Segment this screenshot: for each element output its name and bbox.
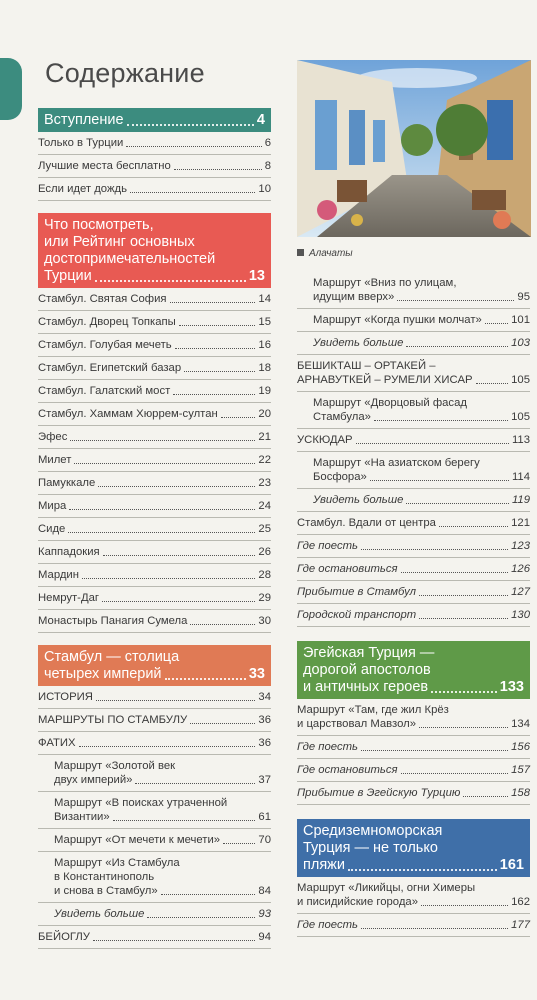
toc-entry[interactable] <box>38 132 271 155</box>
toc-entry-line: Маршрут «Ликийцы, огни Химеры <box>297 882 476 894</box>
section-heading-line: четырех империй <box>44 666 162 682</box>
toc-entry-title <box>38 522 271 536</box>
toc-entry[interactable] <box>297 332 530 355</box>
toc-entry[interactable] <box>38 426 271 449</box>
toc-entry-page: 8 <box>264 160 271 172</box>
section-heading-line: Стамбул — столица <box>44 649 180 665</box>
toc-entry-title <box>38 499 271 513</box>
toc-entry-title <box>313 313 530 327</box>
dot-leader <box>127 124 254 126</box>
toc-entry[interactable] <box>38 449 271 472</box>
dot-leader <box>147 917 255 918</box>
dot-leader <box>361 549 508 550</box>
toc-entry[interactable] <box>38 755 271 792</box>
toc-entry[interactable] <box>297 535 530 558</box>
toc-section <box>38 108 271 201</box>
toc-entry-line: Эфес <box>38 431 68 443</box>
toc-entry-line: в Константинополь <box>54 871 155 883</box>
toc-entry-line: и писидийские города» <box>297 896 419 908</box>
toc-entry-title <box>38 338 271 352</box>
dot-leader <box>98 486 255 487</box>
toc-entry-title <box>38 384 271 398</box>
toc-entry-line: Если идет дождь <box>38 183 128 195</box>
toc-entry-page: 20 <box>258 408 271 420</box>
dot-leader <box>126 146 261 147</box>
toc-entry-line: Лучшие места бесплатно <box>38 160 171 172</box>
toc-entry[interactable] <box>38 380 271 403</box>
toc-entry-line: Прибытие в Эгейскую Турцию <box>297 787 461 799</box>
toc-entry-line: Немрут-Даг <box>38 592 100 604</box>
toc-entry-line: ФАТИХ <box>38 737 76 749</box>
toc-entry-title <box>38 361 271 375</box>
toc-entry[interactable] <box>38 518 271 541</box>
section-heading[interactable] <box>297 819 530 877</box>
toc-entry[interactable] <box>297 699 530 736</box>
section-heading-line: Что посмотреть, <box>44 217 154 233</box>
toc-entry[interactable] <box>297 558 530 581</box>
toc-left-column <box>38 108 271 949</box>
section-heading[interactable] <box>38 213 271 288</box>
toc-entry-page: 23 <box>258 477 271 489</box>
toc-entry[interactable] <box>38 686 271 709</box>
toc-entry-title <box>38 453 271 467</box>
dot-leader <box>431 691 497 693</box>
dot-leader <box>476 383 509 384</box>
dot-leader <box>74 463 255 464</box>
toc-entry[interactable] <box>38 564 271 587</box>
toc-entry[interactable] <box>297 759 530 782</box>
toc-entry-title <box>38 713 271 727</box>
dot-leader <box>82 578 255 579</box>
dot-leader <box>179 325 256 326</box>
section-heading-line: Эгейская Турция — <box>303 645 435 661</box>
toc-right-column <box>297 272 530 937</box>
toc-entry[interactable] <box>38 926 271 949</box>
dot-leader <box>406 503 509 504</box>
toc-entry-page: 30 <box>258 615 271 627</box>
toc-entry-page: 21 <box>258 431 271 443</box>
toc-entry-page: 114 <box>511 471 530 483</box>
dot-leader <box>79 746 256 747</box>
toc-entry-page: 61 <box>258 811 271 823</box>
toc-entry-line: Сиде <box>38 523 66 535</box>
page-title: Содержание <box>45 58 205 88</box>
dot-leader <box>102 601 255 602</box>
dot-leader <box>419 618 508 619</box>
toc-entry-line: Византии» <box>54 811 110 823</box>
dot-leader <box>170 302 256 303</box>
section-heading[interactable] <box>38 108 271 132</box>
toc-entry-line: Где поесть <box>297 919 358 931</box>
toc-entry-page: 15 <box>258 316 271 328</box>
toc-entry-title <box>297 608 530 622</box>
toc-entry-page: 157 <box>511 764 530 776</box>
toc-entry-line: двух империй» <box>54 774 133 786</box>
section-heading-line: Турции <box>44 268 92 284</box>
section-heading-line: и античных героев <box>303 679 429 695</box>
toc-entry-page: 34 <box>258 691 271 703</box>
toc-entry-line: Маршрут «Вниз по улицам, <box>313 277 457 289</box>
toc-entry[interactable] <box>297 272 530 309</box>
toc-entry[interactable] <box>297 392 530 429</box>
alacati-street-photo <box>297 60 531 237</box>
toc-entry[interactable] <box>38 829 271 852</box>
toc-entry-page: 36 <box>258 714 271 726</box>
toc-entry-page: 84 <box>258 885 271 897</box>
toc-entry-line: Где поесть <box>297 540 358 552</box>
toc-entry[interactable] <box>38 903 271 926</box>
toc-entry-line: Где остановиться <box>297 563 398 575</box>
toc-entry[interactable] <box>297 736 530 759</box>
section-heading[interactable] <box>38 645 271 686</box>
toc-entry-title <box>297 539 530 553</box>
toc-entry-line: Увидеть больше <box>313 494 404 506</box>
toc-entry-page: 119 <box>511 494 530 506</box>
toc-entry[interactable] <box>297 309 530 332</box>
toc-entry-title <box>38 614 271 628</box>
toc-entry[interactable] <box>297 429 530 452</box>
dot-leader <box>95 280 246 282</box>
dot-leader <box>103 555 256 556</box>
dot-leader <box>165 678 246 680</box>
toc-entry-page: 18 <box>258 362 271 374</box>
toc-entry-line: Каппадокия <box>38 546 100 558</box>
dot-leader <box>135 783 255 784</box>
dot-leader <box>370 480 509 481</box>
toc-entry-page: 14 <box>258 293 271 305</box>
toc-entry-page: 127 <box>511 586 530 598</box>
toc-entry-title <box>297 740 530 754</box>
dot-leader <box>174 169 262 170</box>
toc-entry-page: 22 <box>258 454 271 466</box>
section-heading[interactable] <box>297 641 530 699</box>
dot-leader <box>361 928 508 929</box>
toc-entry-page: 37 <box>258 774 271 786</box>
toc-entry-page: 130 <box>511 609 530 621</box>
toc-entry-page: 24 <box>258 500 271 512</box>
toc-entry-page: 103 <box>511 337 530 349</box>
dot-leader <box>397 300 514 301</box>
toc-entry-page: 126 <box>511 563 530 575</box>
toc-entry-page: 19 <box>258 385 271 397</box>
toc-entry-title <box>297 918 530 932</box>
toc-entry[interactable] <box>38 587 271 610</box>
toc-entry[interactable] <box>38 792 271 829</box>
toc-entry-line: Где остановиться <box>297 764 398 776</box>
toc-entry-line: Мира <box>38 500 67 512</box>
toc-entry-line: идущим вверх» <box>313 291 395 303</box>
section-heading-line: Средиземноморская <box>303 823 443 839</box>
section-heading-page: 13 <box>248 268 265 284</box>
toc-entry-line: Где поесть <box>297 741 358 753</box>
toc-entry-title <box>38 315 271 329</box>
toc-entry[interactable] <box>38 357 271 380</box>
dot-leader <box>68 532 255 533</box>
toc-section <box>297 819 530 937</box>
toc-entry-title <box>54 907 271 921</box>
toc-entry-page: 105 <box>511 411 530 423</box>
dot-leader <box>184 371 255 372</box>
dot-leader <box>70 440 255 441</box>
toc-entry-page: 26 <box>258 546 271 558</box>
toc-entry-title <box>297 562 530 576</box>
toc-entry-line: Городской транспорт <box>297 609 417 621</box>
toc-entry-line: Стамбул. Хаммам Хюррем-султан <box>38 408 218 420</box>
section-heading-line: достопримечательностей <box>44 251 216 267</box>
dot-leader <box>221 417 256 418</box>
toc-entry-line: Маршрут «На азиатском берегу <box>313 457 480 469</box>
toc-entry[interactable] <box>38 541 271 564</box>
toc-entry[interactable] <box>38 334 271 357</box>
toc-entry-page: 101 <box>511 314 530 326</box>
toc-entry-page: 10 <box>258 183 271 195</box>
toc-entry-title <box>38 736 271 750</box>
dot-leader <box>463 796 508 797</box>
toc-entry-line: Маршрут «Из Стамбула <box>54 857 180 869</box>
dot-leader <box>69 509 255 510</box>
toc-entry-title <box>38 407 271 421</box>
toc-entry[interactable] <box>38 709 271 732</box>
toc-entry-title <box>297 763 530 777</box>
toc-entry-title <box>38 545 271 559</box>
dot-leader <box>96 700 256 701</box>
toc-entry-line: Босфора» <box>313 471 367 483</box>
section-heading-page: 161 <box>499 857 524 873</box>
section-heading-line: или Рейтинг основных <box>44 234 195 250</box>
section-heading-line: Вступление <box>44 112 124 128</box>
toc-entry-page: 95 <box>517 291 530 303</box>
toc-entry[interactable] <box>297 489 530 512</box>
toc-entry[interactable] <box>38 178 271 201</box>
toc-entry-title <box>38 182 271 196</box>
dot-leader <box>93 940 255 941</box>
toc-entry[interactable] <box>297 355 530 392</box>
toc-entry[interactable] <box>38 732 271 755</box>
toc-entry-page: 158 <box>511 787 530 799</box>
section-heading-page: 133 <box>499 679 524 695</box>
toc-entry-page: 94 <box>258 931 271 943</box>
toc-entry-line: и царствовал Мавзол» <box>297 718 417 730</box>
toc-entry-line: АРНАВУТКЕЙ – РУМЕЛИ ХИСАР <box>297 374 473 386</box>
toc-entry-title <box>38 159 271 173</box>
toc-entry-page: 70 <box>258 834 271 846</box>
toc-entry-page: 123 <box>511 540 530 552</box>
toc-section <box>38 213 271 633</box>
toc-entry[interactable] <box>297 581 530 604</box>
toc-entry-line: Монастырь Панагия Сумела <box>38 615 188 627</box>
dot-leader <box>406 346 508 347</box>
toc-entry-line: Стамбул. Вдали от центра <box>297 517 436 529</box>
section-heading-page: 4 <box>256 112 265 128</box>
dot-leader <box>190 624 255 625</box>
dot-leader <box>421 905 508 906</box>
dot-leader <box>419 727 508 728</box>
toc-entry[interactable] <box>38 155 271 178</box>
toc-entry-line: Стамбул. Святая София <box>38 293 167 305</box>
caption-square-icon <box>297 249 304 256</box>
section-heading-title <box>303 823 524 874</box>
toc-entry-page: 16 <box>258 339 271 351</box>
chapter-tab-marker <box>0 58 22 120</box>
dot-leader <box>401 773 509 774</box>
toc-entry-page: 113 <box>511 434 530 446</box>
toc-entry-line: Увидеть больше <box>313 337 404 349</box>
section-heading-page: 33 <box>248 666 265 682</box>
toc-entry[interactable] <box>38 288 271 311</box>
toc-entry-line: Маршрут «Там, где жил Крёз <box>297 704 449 716</box>
toc-entry-page: 162 <box>511 896 530 908</box>
section-heading-title <box>44 217 265 285</box>
toc-entry-line: Мардин <box>38 569 79 581</box>
toc-entry-line: Стамбул. Египетский базар <box>38 362 182 374</box>
dot-leader <box>190 723 255 724</box>
toc-entry-line: Стамбул. Галатский мост <box>38 385 171 397</box>
toc-entry-line: Маршрут «Золотой век <box>54 760 176 772</box>
toc-entry-page: 134 <box>511 718 530 730</box>
toc-entry-line: Прибытие в Стамбул <box>297 586 417 598</box>
toc-entry-line: и снова в Стамбул» <box>54 885 158 897</box>
toc-entry-page: 28 <box>258 569 271 581</box>
toc-entry[interactable] <box>38 495 271 518</box>
toc-section <box>38 645 271 949</box>
toc-entry-page: 36 <box>258 737 271 749</box>
toc-entry-title <box>38 292 271 306</box>
toc-entry[interactable] <box>38 610 271 633</box>
toc-entry-title <box>38 136 271 150</box>
toc-entry-line: Стамбула» <box>313 411 371 423</box>
toc-entry[interactable] <box>38 311 271 334</box>
toc-section <box>297 641 530 805</box>
toc-entry-line: Маршрут «В поисках утраченной <box>54 797 228 809</box>
toc-entry-line: Стамбул. Дворец Топкапы <box>38 316 176 328</box>
toc-entry-page: 105 <box>511 374 530 386</box>
dot-leader <box>361 750 508 751</box>
toc-entry-title <box>54 856 271 898</box>
toc-entry-line: БЕШИКТАШ – ОРТАКЕЙ – <box>297 360 436 372</box>
dot-leader <box>161 894 256 895</box>
toc-entry-line: Маршрут «Когда пушки молчат» <box>313 314 482 326</box>
toc-entry-title <box>38 430 271 444</box>
section-heading-line: пляжи <box>303 857 345 873</box>
section-heading-title <box>303 645 524 696</box>
toc-entry-page: 121 <box>511 517 530 529</box>
toc-entry-line: Милет <box>38 454 72 466</box>
toc-entry-title <box>297 786 530 800</box>
toc-entry-title <box>38 568 271 582</box>
dot-leader <box>374 420 508 421</box>
toc-entry[interactable] <box>38 403 271 426</box>
toc-entry-title <box>38 690 271 704</box>
street-photo-image <box>297 60 531 237</box>
dot-leader <box>401 572 509 573</box>
dot-leader <box>130 192 255 193</box>
toc-entry-line: Только в Турции <box>38 137 124 149</box>
toc-entry-page: 93 <box>258 908 271 920</box>
dot-leader <box>175 348 256 349</box>
toc-entry-line: Маршрут «Дворцовый фасад <box>313 397 467 409</box>
toc-entry[interactable] <box>38 472 271 495</box>
toc-entry-line: БЕЙОГЛУ <box>38 931 90 943</box>
toc-entry-line: Стамбул. Голубая мечеть <box>38 339 172 351</box>
toc-entry[interactable] <box>297 604 530 627</box>
dot-leader <box>348 869 497 871</box>
toc-entry-page: 29 <box>258 592 271 604</box>
dot-leader <box>113 820 256 821</box>
toc-entry[interactable] <box>297 782 530 805</box>
section-heading-title <box>44 112 265 129</box>
toc-entry-title <box>297 516 530 530</box>
toc-entry-page: 177 <box>511 919 530 931</box>
photo-caption-text: Алачаты <box>309 248 353 259</box>
dot-leader <box>439 526 508 527</box>
section-heading-line: дорогой апостолов <box>303 662 431 678</box>
photo-caption <box>297 248 353 259</box>
toc-entry[interactable] <box>297 877 530 914</box>
toc-entry-page: 6 <box>264 137 271 149</box>
toc-entry-title <box>313 493 530 507</box>
dot-leader <box>223 843 255 844</box>
toc-entry-title <box>313 336 530 350</box>
dot-leader <box>485 323 508 324</box>
toc-entry-title <box>38 930 271 944</box>
dot-leader <box>419 595 508 596</box>
section-heading-line: Турция — не только <box>303 840 438 856</box>
toc-entry-page: 25 <box>258 523 271 535</box>
toc-entry[interactable] <box>297 914 530 937</box>
toc-entry-line: УСКЮДАР <box>297 434 353 446</box>
toc-entry-title <box>38 476 271 490</box>
toc-entry-title <box>297 585 530 599</box>
toc-entry-line: Памуккале <box>38 477 96 489</box>
toc-entry[interactable] <box>297 512 530 535</box>
toc-entry-line: Увидеть больше <box>54 908 145 920</box>
toc-entry-page: 156 <box>511 741 530 753</box>
toc-entry-line: МАРШРУТЫ ПО СТАМБУЛУ <box>38 714 188 726</box>
dot-leader <box>173 394 255 395</box>
toc-entry-line: Маршрут «От мечети к мечети» <box>54 834 221 846</box>
toc-entry[interactable] <box>297 452 530 489</box>
toc-entry-title <box>54 833 271 847</box>
dot-leader <box>356 443 509 444</box>
toc-entry-title <box>297 433 530 447</box>
toc-entry-title <box>38 591 271 605</box>
toc-entry-line: ИСТОРИЯ <box>38 691 93 703</box>
toc-entry[interactable] <box>38 852 271 903</box>
